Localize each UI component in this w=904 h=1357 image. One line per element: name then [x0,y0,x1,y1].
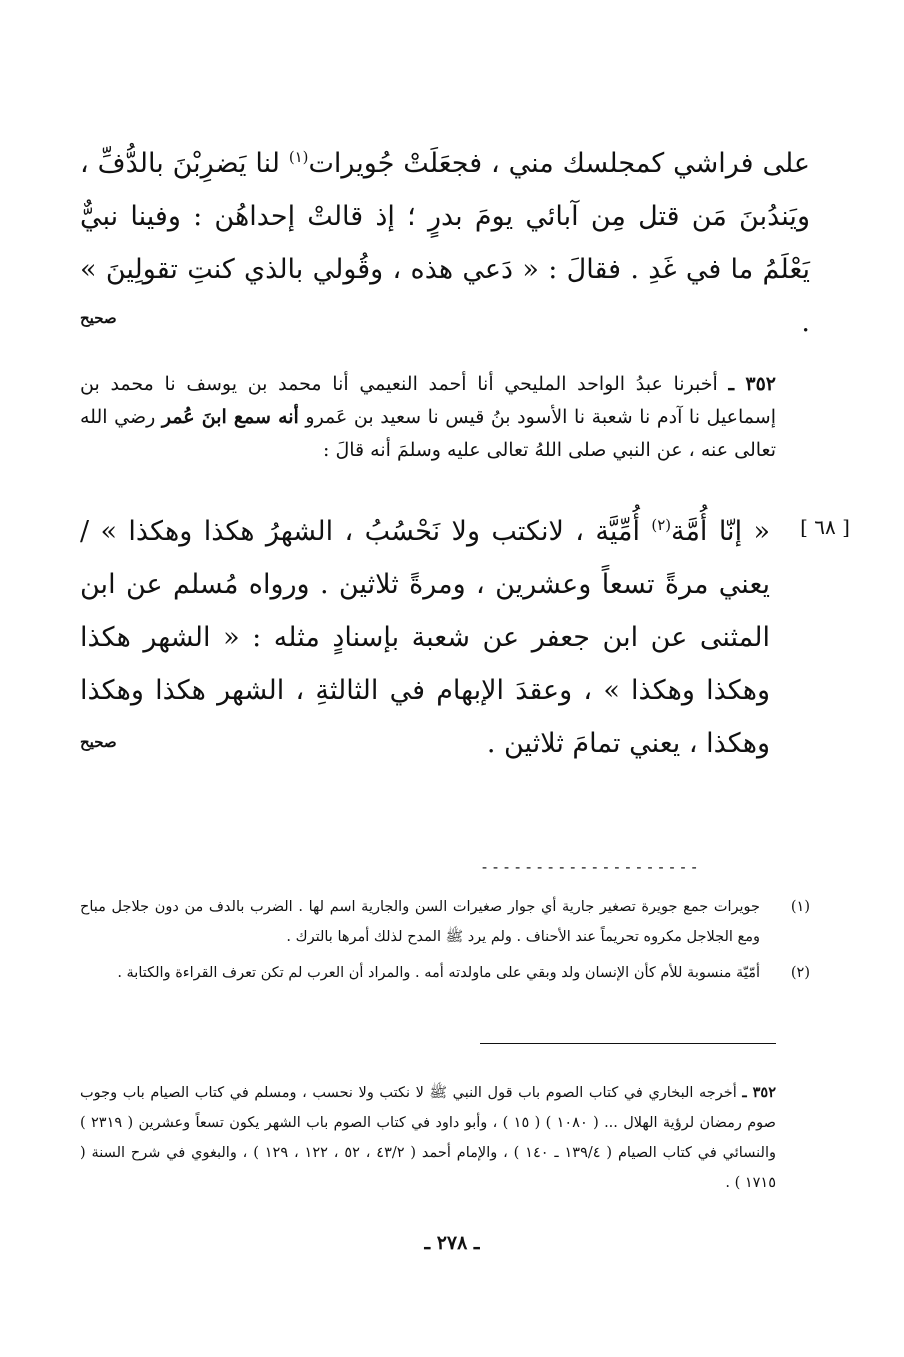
footnote-ref-1[interactable]: (١) [288,148,309,166]
footnote-1-text: جويرات جمع جويرة تصغير جارية أي جوار صغيرات السن والجارية اسم لها . الضرب بالدف من دون جلاجل مباح ومع الجلاجل مكروه تحريماً عند الأحناف . ولم يرد ﷺ المدح لذلك أمرها بالترك . [80,899,760,945]
footnote-2-text: أمّيّة منسوبة للأم كأن الإنسان ولد وبقي على ماولدته أمه . والمراد أن العرب لم تكن تعرف القراءة والكتابة . [117,965,760,981]
isnad-text-a: أخبرنا عبدُ الواحد المليحي أنا أحمد النعيمي أنا محمد بن يوسف نا محمد بن إسماعيل نا آدم نا شعبة نا الأسود بنُ قيس نا سعيد بن عَمرو [80,373,776,428]
takhrij-number: ٣٥٢ ـ [742,1084,777,1101]
footnote-1 [80,892,810,952]
hadith-351-ending [80,137,810,349]
page-number: ـ ٢٧٨ ـ [424,1232,480,1254]
isnad-text-b: رضي الله تعالى عنه ، عن النبي صلى اللهُ تعالى عليه وسلمَ أنه قالَ : [80,406,776,461]
hadith-352-number: ٣٥٢ ـ [728,373,776,395]
footnote-1-number: (١) [790,899,810,915]
takhrij-text: أخرجه البخاري في كتاب الصوم باب قول النبي ﷺ لا نكتب ولا نحسب ، ومسلم في كتاب الصيام باب وجوب صوم رمضان لرؤية الهلال ... ( ١٠٨٠ ) ( ١٥ ) ، وأبو داود في كتاب الصوم باب الشهر يكون تسعاً وعشرين ( ٢٣١٩ ) والنسائي في كتاب الصيام ( ١٣٩/٤ ـ ١٤٠ ) ، والإمام أحمد ( ٤٣/٢ ، ٥٢ ، ١٢٢ ، ١٢٩ ) ، والبغوي في شرح السنة ( ١٧١٥ ) . [80,1085,776,1191]
margin-page-reference: [ ٦٨ ] [800,515,850,539]
hadith-351-text-a: على فراشي كمجلسك مني ، فجعَلَتْ جُويرات [308,148,811,179]
footnote-2-number: (٢) [790,965,810,981]
matn-text-b: أُمِّيَّة ، لانكتب ولا نَحْسُبُ ، الشهرُ هكذا وهكذا » / يعني مرةً تسعاً وعشرين ، ومرةً ثلاثين . ورواه مُسلم عن ابن المثنى عن ابن جعفر عن شعبة بإسنادٍ مثله : « الشهر هكذا وهكذا وهكذا » ، وعقدَ الإبهام في الثالثةِ ، الشهر هكذا وهكذا وهكذا ، يعني تمامَ ثلاثين . [80,516,770,759]
takhrij-section [80,1078,776,1198]
footnote-ref-2[interactable]: (٢) [651,516,671,534]
footnote-2 [80,958,810,988]
hadith-352-isnad [80,368,776,467]
matn-text-a: « إنّا أُمَّة [670,516,770,547]
isnad-text-bold: أنه سمع ابنَ عُمر [161,406,299,428]
footnote-separator: -------------------- [480,858,701,876]
grade-label-1: صحيح [80,309,117,327]
takhrij-separator [480,1043,776,1044]
hadith-351-text-b: لنا يَضرِبْنَ بالدُّفِّ ، ويَندُبنَ مَن قتل مِن آبائي يومَ بدرٍ ؛ إذ قالتْ إحداهُن : وفينا نبيٌّ يَعْلَمُ ما في غَدِ . فقالَ : « دَعي هذه ، وقُولي بالذي كنتِ تقولِينَ » . [80,148,810,338]
hadith-352-matn [80,505,770,770]
grade-label-2: صحيح [80,733,117,751]
